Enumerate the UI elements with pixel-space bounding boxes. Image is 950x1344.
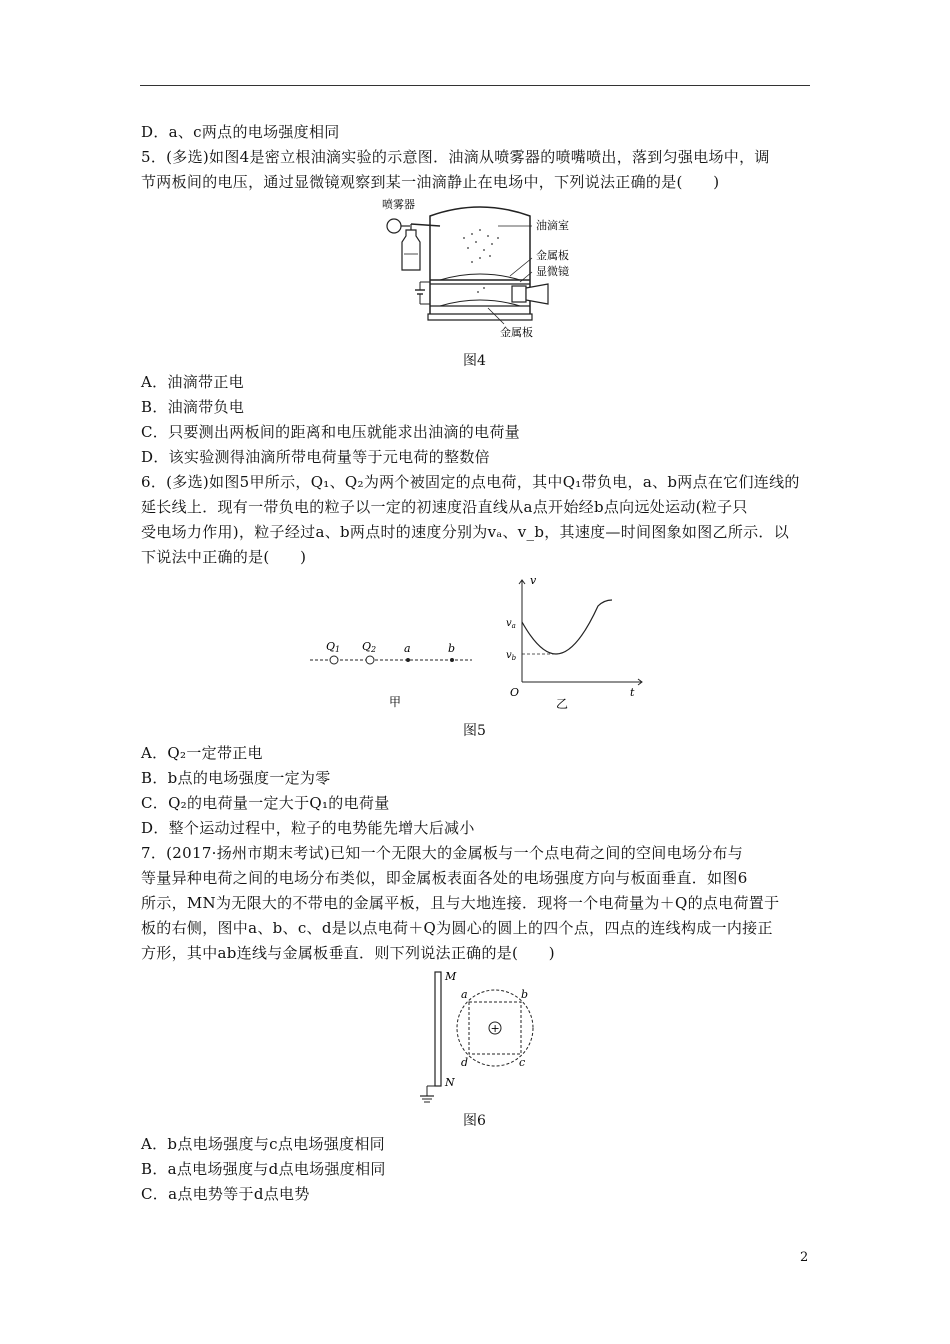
axis-t-label: t — [630, 686, 635, 699]
label-a: a — [404, 642, 411, 655]
label-point-d: d — [461, 1056, 469, 1069]
svg-text:Q1: Q1 — [326, 640, 341, 654]
figure-4-caption: 图4 — [463, 353, 486, 369]
q6-option-d: D．整个运动过程中，粒子的电势能先增大后减小 — [141, 819, 475, 837]
figure-5-caption: 图5 — [463, 723, 486, 739]
label-oil-chamber: 油滴室 — [536, 219, 569, 232]
label-metal-plate-bottom: 金属板 — [500, 326, 533, 339]
va-label: v — [506, 618, 512, 629]
q5-option-c: C．只要测出两板间的距离和电压就能求出油滴的电荷量 — [141, 423, 520, 441]
header-rule — [140, 85, 810, 86]
figure-5-right-vt-graph — [500, 572, 650, 712]
q6-option-c: C．Q₂的电荷量一定大于Q₁的电荷量 — [141, 794, 390, 812]
page-number: 2 — [800, 1250, 809, 1265]
q6-stem-line-2: 延长线上．现有一带负电的粒子以一定的初速度沿直线从a点开始经b点向远处运动(粒子只 — [141, 498, 748, 516]
q7-option-b: B．a点电场强度与d点电场强度相同 — [141, 1160, 386, 1178]
label-b: b — [448, 642, 456, 655]
q7-option-c: C．a点电势等于d点电势 — [141, 1185, 310, 1203]
q7-stem-line-5: 方形，其中ab连线与金属板垂直．则下列说法正确的是( ) — [141, 944, 555, 962]
q6-option-b: B．b点的电场强度一定为零 — [141, 769, 331, 787]
label-microscope: 显微镜 — [536, 265, 569, 278]
q7-stem-line-1: 7．(2017·扬州市期末考试)已知一个无限大的金属板与一个点电荷之间的空间电场分布与 — [141, 844, 744, 862]
label-sprayer: 喷雾器 — [382, 198, 415, 211]
q5-option-a: A．油滴带正电 — [141, 373, 244, 391]
figure-6-caption: 图6 — [463, 1113, 486, 1129]
q6-option-a: A．Q₂一定带正电 — [141, 744, 263, 762]
svg-text:vb: $v_b$ — [506, 650, 517, 662]
q5-option-b: B．油滴带负电 — [141, 398, 245, 416]
label-point-c: c — [519, 1056, 526, 1069]
q4-option-d: D．a、c两点的电场强度相同 — [141, 123, 340, 141]
label-q1: Q — [326, 640, 336, 653]
svg-text:va: $v_a$ — [506, 618, 516, 630]
q6-stem-line-1: 6．(多选)如图5甲所示，Q₁、Q₂为两个被固定的点电荷，其中Q₁带负电，a、b两点在它们连线的 — [141, 473, 800, 491]
q6-stem-line-4: 下说法中正确的是( ) — [141, 548, 307, 566]
charge-plus-label: + — [490, 1022, 500, 1035]
svg-text:Q2: Q2 — [362, 640, 377, 654]
label-metal-plate-top: 金属板 — [536, 249, 569, 262]
label-q2: Q — [362, 640, 372, 653]
q7-stem-line-3: 所示，MN为无限大的不带电的金属平板，且与大地连接．现将一个电荷量为＋Q的点电荷置于 — [141, 894, 780, 912]
label-N: N — [445, 1076, 455, 1089]
figure-6-plate-and-charge — [415, 966, 545, 1106]
label-point-b: b — [521, 988, 529, 1001]
q7-stem-line-4: 板的右侧，图中a、b、c、d是以点电荷＋Q为圆心的圆上的四个点，四点的连线构成一内接正 — [141, 919, 773, 937]
origin-label: O — [510, 686, 520, 699]
axis-v-label: v — [530, 574, 537, 587]
label-M: M — [445, 970, 457, 983]
vb-label: v — [506, 650, 512, 661]
label-yi: 乙 — [556, 697, 569, 711]
q7-stem-line-2: 等量异种电荷之间的电场分布类似，即金属板表面各处的电场强度方向与板面垂直．如图6 — [141, 869, 748, 887]
label-point-a: a — [461, 988, 468, 1001]
q5-option-d: D．该实验测得油滴所带电荷量等于元电荷的整数倍 — [141, 448, 490, 466]
q6-stem-line-3: 受电场力作用)，粒子经过a、b两点时的速度分别为vₐ、v_b，其速度—时间图象如图乙所示．以 — [141, 523, 790, 541]
figure-4-millikan-apparatus — [380, 196, 580, 346]
q5-stem-line-2: 节两板间的电压，通过显微镜观察到某一油滴静止在电场中，下列说法正确的是( ) — [141, 173, 720, 191]
q5-stem-line-1: 5．(多选)如图4是密立根油滴实验的示意图．油滴从喷雾器的喷嘴喷出，落到匀强电场中，调 — [141, 148, 770, 166]
q7-option-a: A．b点电场强度与c点电场强度相同 — [141, 1135, 385, 1153]
figure-5-left-charges — [300, 632, 480, 712]
label-jia: 甲 — [389, 695, 402, 709]
